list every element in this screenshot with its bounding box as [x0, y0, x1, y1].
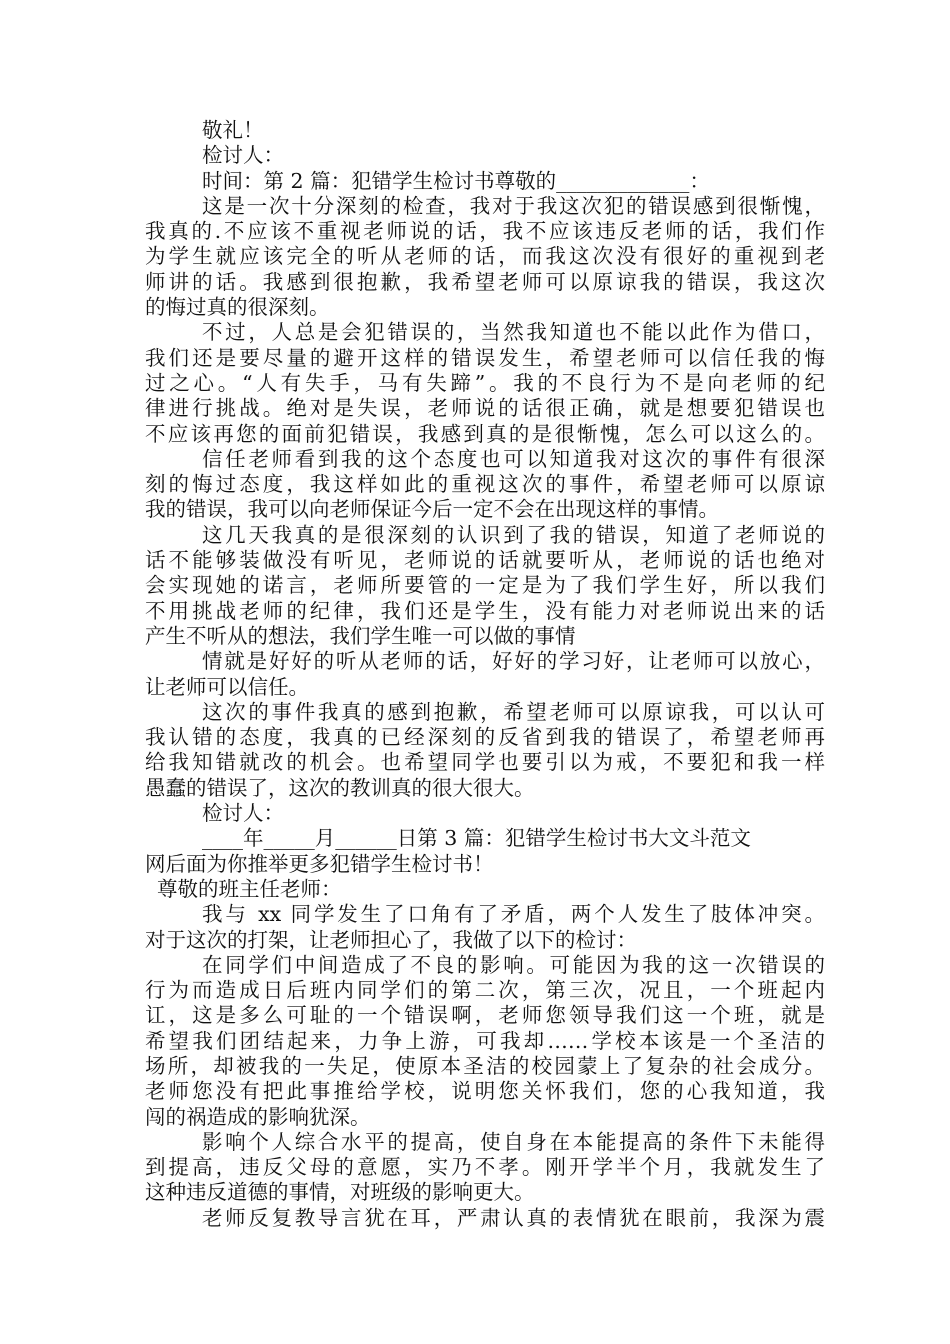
text-line: 时间：第 2 篇：犯错学生检讨书尊敬的_____________：	[202, 168, 710, 193]
text-line: 检讨人：	[202, 143, 284, 168]
text-line: 这种违反道德的事情，对班级的影响更大。	[145, 1180, 535, 1205]
text-line: 这几天我真的是很深刻的认识到了我的错误，知道了老师说的	[202, 522, 825, 547]
text-line: 会实现她的诺言，老师所要管的一定是为了我们学生好，所以我们	[145, 573, 825, 598]
text-line: 讧，这是多么可耻的一个错误啊，老师您领导我们这一个班，就是	[145, 1003, 825, 1028]
text-line: 让老师可以信任。	[145, 674, 309, 699]
text-line: 愚蠢的错误了，这次的教训真的很大很大。	[145, 775, 535, 800]
text-line: 我认错的态度，我真的已经深刻的反省到我的错误了，希望老师再	[145, 725, 825, 750]
text-line: 老师反复教导言犹在耳，严肃认真的表情犹在眼前，我深为震	[202, 1205, 825, 1230]
text-line: 为学生就应该完全的听从老师的话，而我这次没有很好的重视到老	[145, 244, 825, 269]
text-line: 过之心。“人有失手，马有失蹄”。我的不良行为不是向老师的纪	[145, 370, 825, 395]
text-line: 给我知错就改的机会。也希望同学也要引以为戒，不要犯和我一样	[145, 750, 825, 775]
text-line: 我的错误，我可以向老师保证今后一定不会在出现这样的事情。	[145, 497, 719, 522]
text-line: 不过，人总是会犯错误的，当然我知道也不能以此作为借口，	[202, 320, 825, 345]
text-line: 场所，却被我的一失足，使原本圣洁的校园蒙上了复杂的社会成分。	[145, 1053, 825, 1078]
text-line: 不应该再您的面前犯错误，我感到真的是很惭愧，怎么可以这么的。	[145, 421, 825, 446]
text-line: 信任老师看到我的这个态度也可以知道我对这次的事件有很深	[202, 446, 825, 471]
text-line: 律进行挑战。绝对是失误，老师说的话很正确，就是想要犯错误也	[145, 396, 825, 421]
text-line: 的悔过真的很深刻。	[145, 295, 330, 320]
text-line: 检讨人：	[202, 801, 284, 826]
text-line: 尊敬的班主任老师：	[157, 876, 342, 901]
text-line: 情就是好好的听从老师的话，好好的学习好，让老师可以放心，	[202, 649, 825, 674]
text-line: 话不能够装做没有听见，老师说的话就要听从，老师说的话也绝对	[145, 548, 825, 573]
text-line: 在同学们中间造成了不良的影响。可能因为我的这一次错误的	[202, 952, 825, 977]
text-line: 这是一次十分深刻的检查，我对于我这次犯的错误感到很惭愧，	[202, 193, 825, 218]
text-line: 我们还是要尽量的避开这样的错误发生，希望老师可以信任我的悔	[145, 345, 825, 370]
text-line: 这次的事件我真的感到抱歉，希望老师可以原谅我，可以认可	[202, 699, 825, 724]
text-line: 不用挑战老师的纪律，我们还是学生，没有能力对老师说出来的话	[145, 598, 825, 623]
text-line: 行为而造成日后班内同学们的第二次，第三次，况且，一个班起内	[145, 978, 825, 1003]
text-line: 闯的祸造成的影响犹深。	[145, 1104, 371, 1129]
text-line: 影响个人综合水平的提高，使自身在本能提高的条件下未能得	[202, 1129, 825, 1154]
text-line: 希望我们团结起来，力争上游，可我却……学校本该是一个圣洁的	[145, 1028, 825, 1053]
text-line: 敬礼！	[202, 118, 264, 142]
text-line: 我真的.不应该不重视老师说的话，我不应该违反老师的话，我们作	[145, 219, 825, 244]
text-line: 到提高，违反父母的意愿，实乃不孝。刚开学半个月，我就发生了	[145, 1155, 825, 1180]
document-body	[145, 118, 825, 1231]
text-line: 网后面为你推举更多犯错学生检讨书！	[145, 851, 494, 876]
text-line: 我与 xx 同学发生了口角有了矛盾，两个人发生了肢体冲突。	[202, 902, 825, 927]
text-line: 师讲的话。我感到很抱歉，我希望老师可以原谅我的错误，我这次	[145, 269, 825, 294]
text-line: ____年_____月______日第 3 篇：犯错学生检讨书大文斗范文	[202, 826, 751, 851]
text-line: 刻的悔过态度，我这样如此的重视这次的事件，希望老师可以原谅	[145, 472, 825, 497]
text-line: 对于这次的打架，让老师担心了，我做了以下的检讨：	[145, 927, 637, 952]
text-line: 老师您没有把此事推给学校，说明您关怀我们，您的心我知道，我	[145, 1079, 825, 1104]
text-line: 产生不听从的想法，我们学生唯一可以做的事情	[145, 623, 576, 648]
